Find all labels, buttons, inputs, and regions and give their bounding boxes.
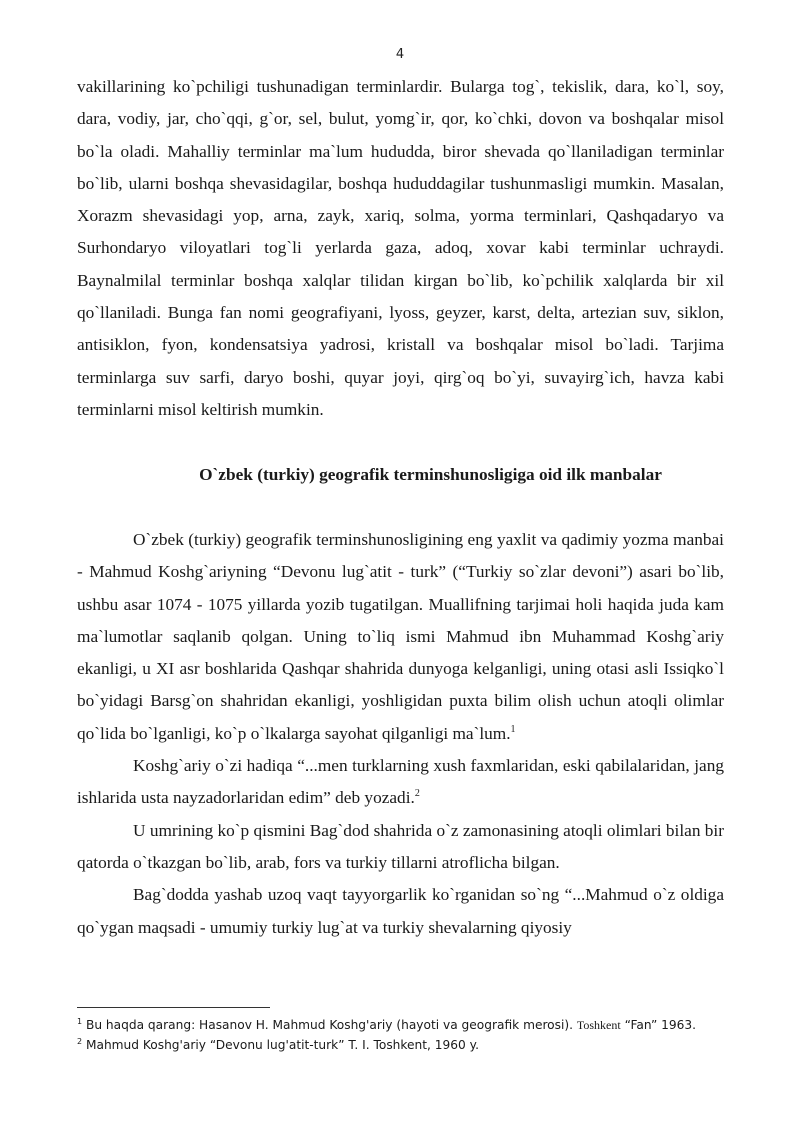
- paragraph-4: U umrining ko`p qismini Bag`dod shahrida o`z zamonasining atoqli olimlari bilan bir qatorda o`tkazgan bo`lib, arab, fors va turkiy tillarni atroflicha bilgan.: [77, 820, 724, 872]
- footnote-1: [77, 1015, 757, 1035]
- paragraph-3-text: Koshg`ariy o`zi hadiqa “...men turklarning xush faxmlaridan, eski qabilalaridan, jang ishlarida usta nayzadorlaridan edim” deb yozadi.: [77, 756, 724, 808]
- paragraph-2-text: O`zbek (turkiy) geografik terminshunosligining eng yaxlit va qadimiy yozma manbai - Mahmud Koshg`ariyning “Devonu lug`atit - turk” (“Turkiy so`zlar devoni”) asari bo`lib, ushbu asar 1074 - 1075 yillarda yozib tugatilgan. Muallifning tarjimai holi haqida juda kam ma`lumotlar saqlanib qolgan. Uning to`liq ismi Mahmud ibn Muhammad Koshg`ariy ekanligi, u XI asr boshlarida Qashqar shahrida dunyoga kelganligi, uning otasi asli Issiqko`l bo`yidagi Barsg`on shahridan ekanligi, yoshligidan puxta bilim olish uchun atoqli olimlar qo`lida bo`lganligi, ko`p o`lkalarga sayohat qilganligi ma`lum.: [77, 530, 724, 743]
- paragraph-5: Bag`dodda yashab uzoq vaqt tayyorgarlik ko`rganidan so`ng “...Mahmud o`z oldiga qo`ygan maqsadi - umumiy turkiy lug`at va turkiy shevalarning qiyosiy: [77, 885, 724, 937]
- footnote-2: [77, 1035, 757, 1055]
- footnote-mark-2: 2: [77, 1037, 83, 1046]
- footnote-1-publisher: “Fan” 1963.: [624, 1018, 697, 1032]
- paragraph-continued: [77, 71, 724, 426]
- paragraph-2: [77, 524, 724, 750]
- footnotes: [77, 1015, 757, 1055]
- footnote-1-city: Toshkent: [576, 1018, 621, 1032]
- paragraph-3: [77, 750, 724, 815]
- footnote-2-text: Mahmud Koshg'ariy “Devonu lug'atit-turk” T. I. Toshkent, 1960 y.: [85, 1038, 480, 1052]
- footnote-ref-1[interactable]: 1: [510, 723, 516, 735]
- footnote-1-text: Bu haqda qarang: Hasanov H. Mahmud Koshg'ariy (hayoti va geografik merosi).: [85, 1018, 574, 1032]
- footnote-separator: [77, 1007, 270, 1008]
- paragraph-1: vakillarining ko`pchiligi tushunadigan terminlardir. Bularga tog`, tekislik, dara, ko`l, soy, dara, vodiy, jar, cho`qqi, g`or, sel, bulut, yomg`ir, qor, ko`chki, dovon va boshqalar misol bo`la oladi. Mahalliy terminlar ma`lum hududda, biror shevada qo`llaniladigan terminlar bo`lib, ularni boshqa shevasidagilar, boshqa hududdagilar tushunmasligi mumkin. Masalan, Xorazm shevasidagi yop, arna, zayk, xariq, solma, yorma terminlari, Qashqadaryo va Surhondaryo viloyatlari tog`li yerlarda gaza, adoq, xovar kabi terminlar uchraydi. Baynalmilal terminlar boshqa xalqlar tilidan kirgan bo`lib, ko`pchilik xalqlarda bir xil qo`llaniladi. Bunga fan nomi geografiyani, lyoss, geyzer, karst, delta, artezian suv, siklon, antisiklon, fyon, kondensatsiya yadrosi, kristall va boshqalar misol bo`ladi. Tarjima terminlarga suv sarfi, daryo boshi, quyar joyi, qirg`oq bo`yi, suvayirg`ich, havza kabi terminlarni misol keltirish mumkin.: [77, 77, 724, 419]
- section-heading: O`zbek (turkiy) geografik terminshunosligiga oid ilk manbalar: [199, 465, 662, 484]
- section-body: [77, 524, 724, 944]
- footnote-mark-1: 1: [77, 1017, 83, 1026]
- footnote-ref-2[interactable]: 2: [414, 788, 420, 800]
- page-number: 4: [395, 47, 405, 62]
